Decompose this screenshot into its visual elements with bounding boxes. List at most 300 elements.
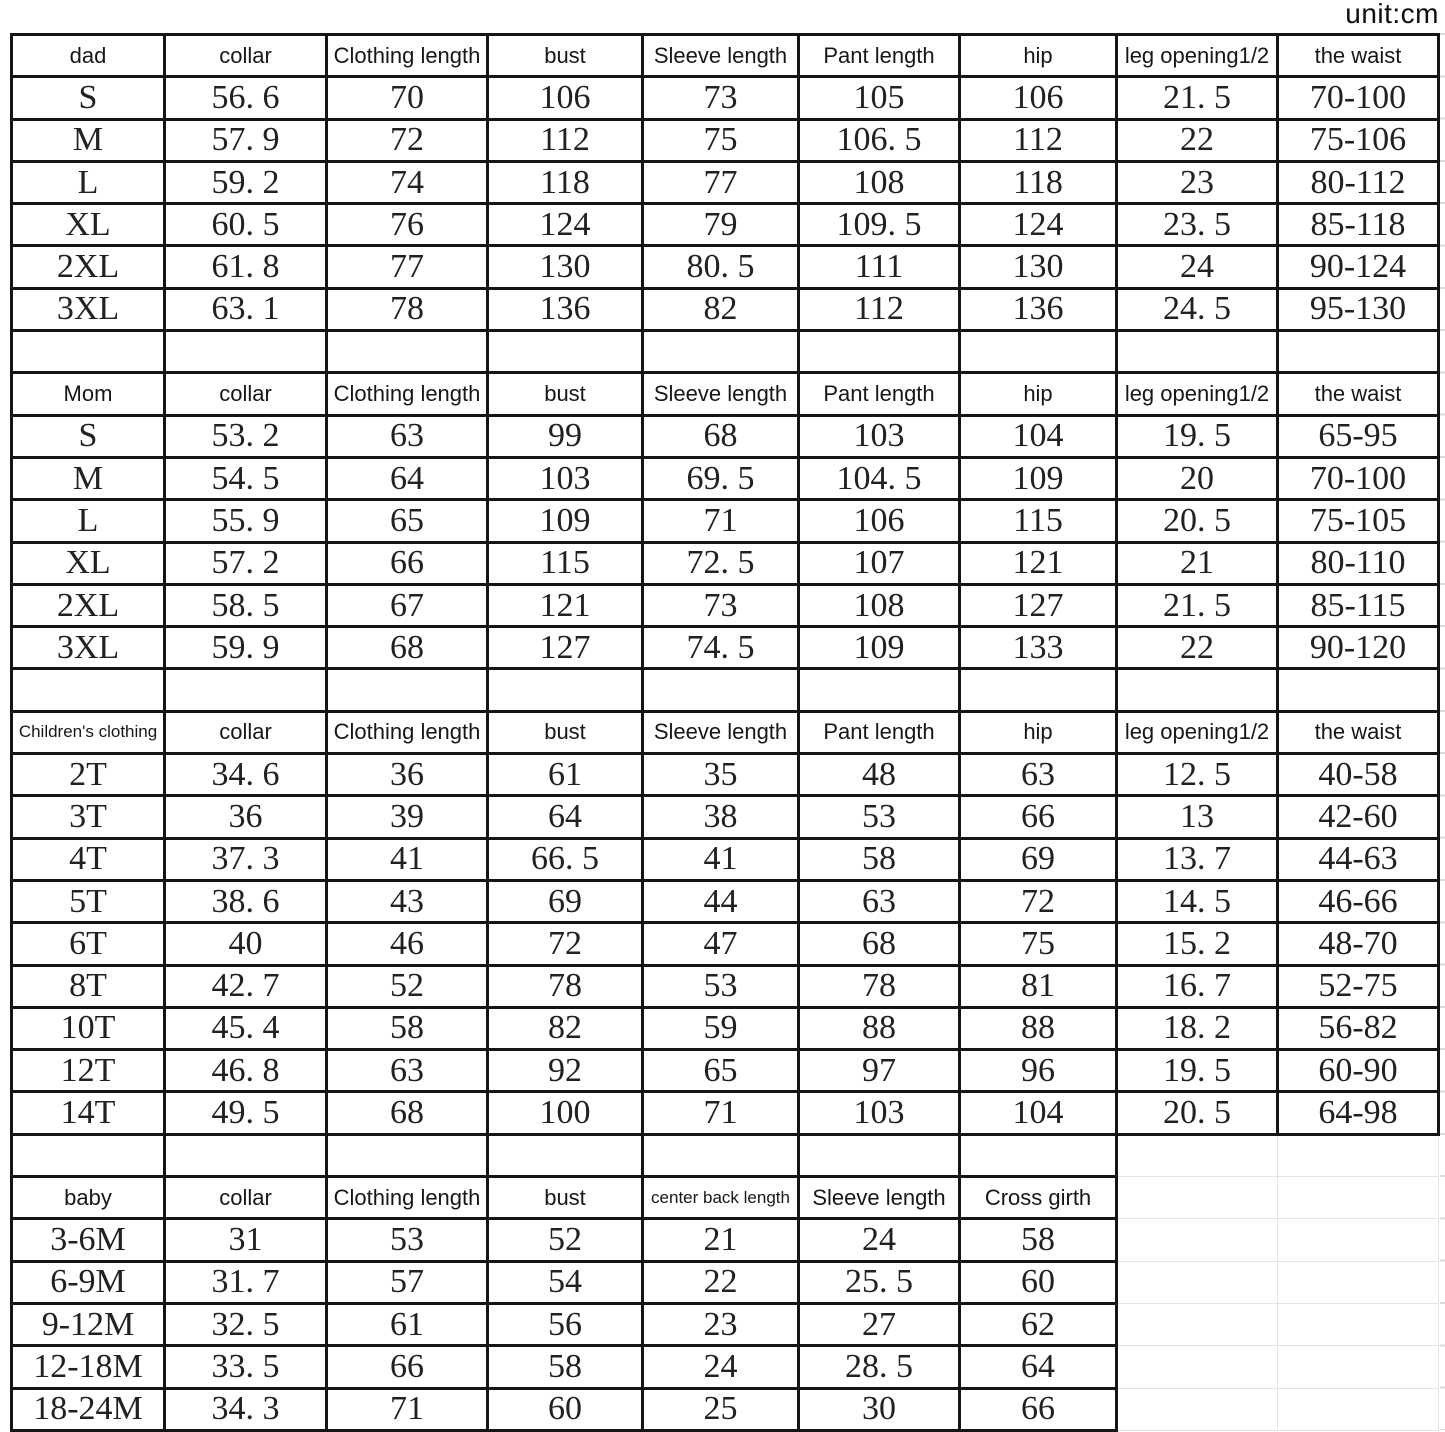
section-header-row-dad — [12, 35, 1439, 77]
value-cell: 58 — [799, 838, 960, 880]
spacer-cell — [165, 669, 327, 711]
spacer-row — [12, 669, 1439, 711]
size-row-children-s-clothing-5t — [12, 880, 1439, 922]
size-cell: 6-9M — [12, 1261, 165, 1303]
value-cell: 130 — [960, 246, 1117, 288]
value-cell: 75 — [960, 923, 1117, 965]
value-cell: 36 — [327, 754, 488, 796]
value-cell: 69. 5 — [643, 457, 799, 499]
value-cell: 95-130 — [1278, 288, 1439, 330]
size-cell: 5T — [12, 880, 165, 922]
value-cell: 88 — [799, 1007, 960, 1049]
spacer-cell — [327, 331, 488, 373]
value-cell: 70-100 — [1278, 457, 1439, 499]
value-cell: 74 — [327, 161, 488, 203]
value-cell: 46 — [327, 923, 488, 965]
spacer-cell — [12, 669, 165, 711]
value-cell: 14. 5 — [1117, 880, 1278, 922]
size-row-children-s-clothing-4t — [12, 838, 1439, 880]
spacer-cell — [327, 669, 488, 711]
value-cell: 121 — [960, 542, 1117, 584]
section-label-baby: baby — [12, 1177, 165, 1219]
column-header-collar: collar — [165, 1177, 327, 1219]
column-header-center-back-length: center back length — [643, 1177, 799, 1219]
size-cell: 4T — [12, 838, 165, 880]
value-cell: 60-90 — [1278, 1050, 1439, 1092]
value-cell: 52 — [488, 1219, 643, 1261]
value-cell: 46. 8 — [165, 1050, 327, 1092]
column-header-clothing-length: Clothing length — [327, 1177, 488, 1219]
size-row-children-s-clothing-10t — [12, 1007, 1439, 1049]
column-header-the-waist: the waist — [1278, 373, 1439, 415]
value-cell: 81 — [960, 965, 1117, 1007]
grid-ghost-cell — [1117, 1303, 1278, 1345]
spacer-cell — [1278, 331, 1439, 373]
column-header-clothing-length: Clothing length — [327, 711, 488, 753]
value-cell: 24 — [643, 1346, 799, 1388]
size-cell: S — [12, 77, 165, 119]
value-cell: 75-105 — [1278, 500, 1439, 542]
column-header-cross-girth: Cross girth — [960, 1177, 1117, 1219]
value-cell: 19. 5 — [1117, 415, 1278, 457]
right-edge-gridline-ticks — [1440, 33, 1445, 1430]
value-cell: 66 — [960, 1388, 1117, 1430]
value-cell: 90-124 — [1278, 246, 1439, 288]
value-cell: 59 — [643, 1007, 799, 1049]
size-cell: 9-12M — [12, 1303, 165, 1345]
value-cell: 124 — [488, 204, 643, 246]
column-header-leg-opening1-2: leg opening1/2 — [1117, 373, 1278, 415]
value-cell: 62 — [960, 1303, 1117, 1345]
grid-ghost-cell — [1278, 1134, 1439, 1176]
value-cell: 57. 9 — [165, 119, 327, 161]
value-cell: 34. 6 — [165, 754, 327, 796]
spacer-cell — [960, 331, 1117, 373]
column-header-bust: bust — [488, 1177, 643, 1219]
value-cell: 127 — [960, 584, 1117, 626]
size-cell: L — [12, 161, 165, 203]
value-cell: 74. 5 — [643, 627, 799, 669]
value-cell: 118 — [960, 161, 1117, 203]
size-chart-table — [10, 33, 1440, 1432]
size-row-children-s-clothing-14t — [12, 1092, 1439, 1134]
column-header-clothing-length: Clothing length — [327, 373, 488, 415]
value-cell: 63 — [327, 415, 488, 457]
size-row-dad-m — [12, 119, 1439, 161]
value-cell: 133 — [960, 627, 1117, 669]
column-header-collar: collar — [165, 711, 327, 753]
value-cell: 32. 5 — [165, 1303, 327, 1345]
value-cell: 65 — [643, 1050, 799, 1092]
section-header-row-mom — [12, 373, 1439, 415]
value-cell: 111 — [799, 246, 960, 288]
value-cell: 73 — [643, 584, 799, 626]
value-cell: 109 — [488, 500, 643, 542]
spacer-cell — [1117, 331, 1278, 373]
grid-ghost-cell — [1278, 1261, 1439, 1303]
value-cell: 41 — [643, 838, 799, 880]
value-cell: 13 — [1117, 796, 1278, 838]
value-cell: 58 — [488, 1346, 643, 1388]
column-header-the-waist: the waist — [1278, 711, 1439, 753]
value-cell: 48 — [799, 754, 960, 796]
value-cell: 54. 5 — [165, 457, 327, 499]
value-cell: 71 — [643, 1092, 799, 1134]
size-cell: L — [12, 500, 165, 542]
column-header-hip: hip — [960, 373, 1117, 415]
value-cell: 77 — [327, 246, 488, 288]
column-header-bust: bust — [488, 35, 643, 77]
value-cell: 22 — [1117, 627, 1278, 669]
value-cell: 112 — [799, 288, 960, 330]
size-cell: 12T — [12, 1050, 165, 1092]
grid-ghost-cell — [1117, 1177, 1278, 1219]
value-cell: 63 — [327, 1050, 488, 1092]
value-cell: 67 — [327, 584, 488, 626]
value-cell: 54 — [488, 1261, 643, 1303]
spacer-cell — [799, 669, 960, 711]
value-cell: 13. 7 — [1117, 838, 1278, 880]
column-header-leg-opening1-2: leg opening1/2 — [1117, 35, 1278, 77]
size-cell: M — [12, 457, 165, 499]
value-cell: 115 — [488, 542, 643, 584]
column-header-collar: collar — [165, 35, 327, 77]
value-cell: 103 — [799, 415, 960, 457]
value-cell: 53. 2 — [165, 415, 327, 457]
value-cell: 28. 5 — [799, 1346, 960, 1388]
value-cell: 30 — [799, 1388, 960, 1430]
value-cell: 68 — [327, 1092, 488, 1134]
size-cell: M — [12, 119, 165, 161]
size-cell: 2T — [12, 754, 165, 796]
value-cell: 105 — [799, 77, 960, 119]
value-cell: 35 — [643, 754, 799, 796]
value-cell: 19. 5 — [1117, 1050, 1278, 1092]
value-cell: 96 — [960, 1050, 1117, 1092]
value-cell: 104 — [960, 415, 1117, 457]
value-cell: 44-63 — [1278, 838, 1439, 880]
value-cell: 92 — [488, 1050, 643, 1092]
spacer-cell — [643, 1134, 799, 1176]
grid-ghost-cell — [1278, 1346, 1439, 1388]
size-row-mom-3xl — [12, 627, 1439, 669]
grid-ghost-cell — [1278, 1219, 1439, 1261]
value-cell: 75 — [643, 119, 799, 161]
column-header-pant-length: Pant length — [799, 711, 960, 753]
spacer-cell — [643, 331, 799, 373]
value-cell: 68 — [799, 923, 960, 965]
value-cell: 66 — [327, 1346, 488, 1388]
spacer-cell — [12, 331, 165, 373]
value-cell: 63 — [960, 754, 1117, 796]
value-cell: 61 — [488, 754, 643, 796]
size-row-dad-xl — [12, 204, 1439, 246]
column-header-the-waist: the waist — [1278, 35, 1439, 77]
value-cell: 59. 9 — [165, 627, 327, 669]
value-cell: 85-115 — [1278, 584, 1439, 626]
value-cell: 23 — [1117, 161, 1278, 203]
value-cell: 15. 2 — [1117, 923, 1278, 965]
value-cell: 20 — [1117, 457, 1278, 499]
spacer-cell — [488, 1134, 643, 1176]
size-row-mom-2xl — [12, 584, 1439, 626]
value-cell: 42. 7 — [165, 965, 327, 1007]
value-cell: 57. 2 — [165, 542, 327, 584]
value-cell: 64 — [960, 1346, 1117, 1388]
grid-ghost-cell — [1117, 1346, 1278, 1388]
value-cell: 106 — [799, 500, 960, 542]
value-cell: 106. 5 — [799, 119, 960, 161]
value-cell: 48-70 — [1278, 923, 1439, 965]
size-cell: 10T — [12, 1007, 165, 1049]
value-cell: 77 — [643, 161, 799, 203]
value-cell: 34. 3 — [165, 1388, 327, 1430]
section-header-row-children-s-clothing — [12, 711, 1439, 753]
grid-ghost-cell — [1117, 1261, 1278, 1303]
value-cell: 58. 5 — [165, 584, 327, 626]
value-cell: 22 — [643, 1261, 799, 1303]
grid-ghost-cell — [1278, 1177, 1439, 1219]
size-cell: 18-24M — [12, 1388, 165, 1430]
value-cell: 136 — [488, 288, 643, 330]
value-cell: 24 — [799, 1219, 960, 1261]
value-cell: 69 — [960, 838, 1117, 880]
value-cell: 16. 7 — [1117, 965, 1278, 1007]
size-row-dad-s — [12, 77, 1439, 119]
value-cell: 104. 5 — [799, 457, 960, 499]
value-cell: 70-100 — [1278, 77, 1439, 119]
value-cell: 60. 5 — [165, 204, 327, 246]
value-cell: 66. 5 — [488, 838, 643, 880]
value-cell: 20. 5 — [1117, 1092, 1278, 1134]
value-cell: 21. 5 — [1117, 77, 1278, 119]
value-cell: 103 — [799, 1092, 960, 1134]
value-cell: 80-110 — [1278, 542, 1439, 584]
spacer-cell — [1117, 669, 1278, 711]
value-cell: 53 — [327, 1219, 488, 1261]
value-cell: 72. 5 — [643, 542, 799, 584]
size-cell: 14T — [12, 1092, 165, 1134]
value-cell: 25. 5 — [799, 1261, 960, 1303]
size-cell: 6T — [12, 923, 165, 965]
value-cell: 40 — [165, 923, 327, 965]
value-cell: 60 — [488, 1388, 643, 1430]
value-cell: 31 — [165, 1219, 327, 1261]
value-cell: 66 — [960, 796, 1117, 838]
value-cell: 52-75 — [1278, 965, 1439, 1007]
value-cell: 25 — [643, 1388, 799, 1430]
spacer-cell — [165, 331, 327, 373]
spacer-cell — [327, 1134, 488, 1176]
spacer-cell — [488, 331, 643, 373]
section-label-children-s-clothing: Children's clothing — [12, 711, 165, 753]
size-row-baby-18-24m — [12, 1388, 1439, 1430]
value-cell: 66 — [327, 542, 488, 584]
size-cell: S — [12, 415, 165, 457]
size-row-mom-m — [12, 457, 1439, 499]
value-cell: 103 — [488, 457, 643, 499]
value-cell: 108 — [799, 161, 960, 203]
value-cell: 21 — [1117, 542, 1278, 584]
value-cell: 65 — [327, 500, 488, 542]
value-cell: 109. 5 — [799, 204, 960, 246]
value-cell: 76 — [327, 204, 488, 246]
value-cell: 104 — [960, 1092, 1117, 1134]
value-cell: 68 — [643, 415, 799, 457]
spacer-cell — [799, 1134, 960, 1176]
size-row-children-s-clothing-6t — [12, 923, 1439, 965]
value-cell: 22 — [1117, 119, 1278, 161]
value-cell: 90-120 — [1278, 627, 1439, 669]
value-cell: 27 — [799, 1303, 960, 1345]
spacer-cell — [165, 1134, 327, 1176]
value-cell: 82 — [488, 1007, 643, 1049]
value-cell: 109 — [799, 627, 960, 669]
value-cell: 73 — [643, 77, 799, 119]
column-header-leg-opening1-2: leg opening1/2 — [1117, 711, 1278, 753]
grid-ghost-cell — [1117, 1388, 1278, 1430]
value-cell: 46-66 — [1278, 880, 1439, 922]
column-header-bust: bust — [488, 711, 643, 753]
value-cell: 106 — [488, 77, 643, 119]
value-cell: 56 — [488, 1303, 643, 1345]
value-cell: 75-106 — [1278, 119, 1439, 161]
value-cell: 71 — [643, 500, 799, 542]
size-row-children-s-clothing-8t — [12, 965, 1439, 1007]
value-cell: 121 — [488, 584, 643, 626]
value-cell: 106 — [960, 77, 1117, 119]
column-header-sleeve-length: Sleeve length — [643, 373, 799, 415]
size-cell: XL — [12, 204, 165, 246]
spacer-cell — [643, 669, 799, 711]
value-cell: 33. 5 — [165, 1346, 327, 1388]
value-cell: 52 — [327, 965, 488, 1007]
value-cell: 100 — [488, 1092, 643, 1134]
column-header-bust: bust — [488, 373, 643, 415]
spacer-cell — [12, 1134, 165, 1176]
value-cell: 97 — [799, 1050, 960, 1092]
grid-ghost-cell — [1278, 1303, 1439, 1345]
column-header-pant-length: Pant length — [799, 373, 960, 415]
value-cell: 21. 5 — [1117, 584, 1278, 626]
grid-ghost-cell — [1117, 1134, 1278, 1176]
value-cell: 78 — [488, 965, 643, 1007]
value-cell: 42-60 — [1278, 796, 1439, 838]
value-cell: 107 — [799, 542, 960, 584]
size-cell: 12-18M — [12, 1346, 165, 1388]
size-row-baby-9-12m — [12, 1303, 1439, 1345]
value-cell: 60 — [960, 1261, 1117, 1303]
value-cell: 72 — [488, 923, 643, 965]
value-cell: 49. 5 — [165, 1092, 327, 1134]
value-cell: 85-118 — [1278, 204, 1439, 246]
value-cell: 56. 6 — [165, 77, 327, 119]
value-cell: 127 — [488, 627, 643, 669]
value-cell: 58 — [327, 1007, 488, 1049]
size-row-baby-12-18m — [12, 1346, 1439, 1388]
value-cell: 108 — [799, 584, 960, 626]
value-cell: 43 — [327, 880, 488, 922]
column-header-clothing-length: Clothing length — [327, 35, 488, 77]
spacer-cell — [960, 1134, 1117, 1176]
value-cell: 57 — [327, 1261, 488, 1303]
spacer-cell — [1278, 669, 1439, 711]
value-cell: 88 — [960, 1007, 1117, 1049]
value-cell: 136 — [960, 288, 1117, 330]
column-header-sleeve-length: Sleeve length — [799, 1177, 960, 1219]
value-cell: 44 — [643, 880, 799, 922]
section-label-dad: dad — [12, 35, 165, 77]
section-header-row-baby — [12, 1177, 1439, 1219]
value-cell: 12. 5 — [1117, 754, 1278, 796]
size-row-children-s-clothing-12t — [12, 1050, 1439, 1092]
size-row-dad-3xl — [12, 288, 1439, 330]
value-cell: 82 — [643, 288, 799, 330]
column-header-sleeve-length: Sleeve length — [643, 35, 799, 77]
size-cell: 2XL — [12, 584, 165, 626]
unit-label: unit:cm — [1345, 0, 1439, 29]
value-cell: 63 — [799, 880, 960, 922]
value-cell: 20. 5 — [1117, 500, 1278, 542]
column-header-collar: collar — [165, 373, 327, 415]
value-cell: 24 — [1117, 246, 1278, 288]
size-row-mom-l — [12, 500, 1439, 542]
value-cell: 21 — [643, 1219, 799, 1261]
spacer-cell — [960, 669, 1117, 711]
grid-ghost-cell — [1278, 1388, 1439, 1430]
value-cell: 53 — [643, 965, 799, 1007]
value-cell: 38. 6 — [165, 880, 327, 922]
column-header-pant-length: Pant length — [799, 35, 960, 77]
value-cell: 45. 4 — [165, 1007, 327, 1049]
size-cell: 3XL — [12, 627, 165, 669]
value-cell: 61. 8 — [165, 246, 327, 288]
size-cell: XL — [12, 542, 165, 584]
column-header-hip: hip — [960, 35, 1117, 77]
size-cell: 8T — [12, 965, 165, 1007]
value-cell: 70 — [327, 77, 488, 119]
size-row-mom-xl — [12, 542, 1439, 584]
value-cell: 58 — [960, 1219, 1117, 1261]
value-cell: 53 — [799, 796, 960, 838]
value-cell: 109 — [960, 457, 1117, 499]
size-cell: 3-6M — [12, 1219, 165, 1261]
value-cell: 64 — [488, 796, 643, 838]
value-cell: 47 — [643, 923, 799, 965]
size-cell: 3T — [12, 796, 165, 838]
spacer-cell — [488, 669, 643, 711]
value-cell: 99 — [488, 415, 643, 457]
value-cell: 65-95 — [1278, 415, 1439, 457]
value-cell: 78 — [327, 288, 488, 330]
value-cell: 79 — [643, 204, 799, 246]
size-chart-table-body — [12, 35, 1439, 1431]
value-cell: 80. 5 — [643, 246, 799, 288]
size-row-children-s-clothing-2t — [12, 754, 1439, 796]
section-label-mom: Mom — [12, 373, 165, 415]
value-cell: 40-58 — [1278, 754, 1439, 796]
size-cell: 2XL — [12, 246, 165, 288]
value-cell: 72 — [960, 880, 1117, 922]
spacer-cell — [799, 331, 960, 373]
spacer-row — [12, 331, 1439, 373]
value-cell: 56-82 — [1278, 1007, 1439, 1049]
value-cell: 130 — [488, 246, 643, 288]
value-cell: 59. 2 — [165, 161, 327, 203]
column-header-sleeve-length: Sleeve length — [643, 711, 799, 753]
spacer-row — [12, 1134, 1439, 1176]
size-row-mom-s — [12, 415, 1439, 457]
